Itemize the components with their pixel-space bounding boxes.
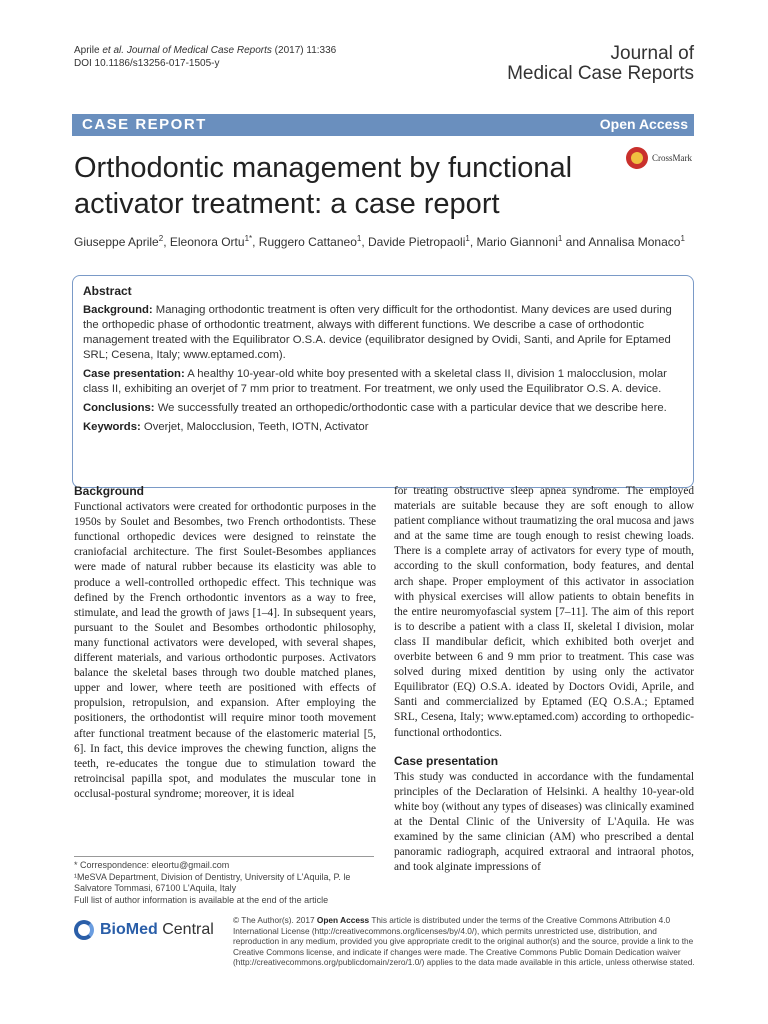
publisher-logo: [74, 920, 214, 940]
author: , Eleonora Ortu$^{1*}$: [163, 234, 253, 249]
section-heading-background: Background: [74, 484, 145, 498]
crossmark-icon: [626, 147, 648, 169]
crossmark-label: CrossMark: [652, 153, 692, 163]
journal-logo: [507, 44, 694, 84]
article-type: CASE REPORT: [82, 116, 207, 133]
crossmark-badge[interactable]: [626, 147, 692, 169]
citation-header: [74, 44, 336, 70]
author: , Mario Giannoni$^1$: [469, 234, 563, 249]
body-column-left: [74, 484, 376, 802]
biomed-logo-icon: [74, 920, 94, 940]
author-list: [74, 234, 685, 249]
abstract-box: [72, 275, 694, 488]
abstract-background: Background: Managing orthodontic treatment is often very difficult for the orthodontist. Many devices are used during the orthopedic phase of orthodontic treatment, always with different functions. We describe a case of orthodontic management treated with the Equilibrator O.S.A. device (equilibrator designed by Ovidi, Santi, and Aprile for Eptamed SRL; Cesena, Italy; www.eptamed.com).: [83, 304, 672, 361]
journal-line1: Journal of: [610, 43, 694, 64]
citation-journal: Journal of Medical Case Reports: [126, 45, 272, 56]
citation-etal: et al.: [102, 45, 125, 56]
abstract-heading: Abstract: [83, 284, 132, 298]
correspondence[interactable]: * Correspondence: eleortu@gmail.com: [74, 860, 230, 870]
license-text: © The Author(s). 2017 Open Access This article is distributed under the terms of the Creative Commons Attribution 4.0 International License (http://creativecommons.org/licenses/by/4.0/), which permits unrestricted use, distribution, and reproduction in any medium, provided you give appropriate credit to the original author(s) and the source, provide a link to the Creative Commons license, and indicate if changes were made. The Creative Commons Public Domain Dedication waiver (http://creativecommons.org/publicdomain/zero/1.0/) applies to the data made available in this article, unless otherwise stated.: [233, 915, 695, 968]
abstract-conclusions: Conclusions: We successfully treated an orthopedic/orthodontic case with a particular device that we describe here.: [83, 402, 667, 414]
author: , Davide Pietropaoli$^1$: [361, 234, 470, 249]
footnotes: [74, 856, 374, 906]
section-heading-case: Case presentation: [394, 753, 499, 768]
keywords: Keywords: Overjet, Malocclusion, Teeth, IOTN, Activator: [83, 421, 369, 433]
citation-authors: Aprile: [74, 45, 100, 56]
publisher-name: BioMed Central: [100, 921, 214, 938]
article-type-banner: [72, 114, 694, 136]
doi[interactable]: DOI 10.1186/s13256-017-1505-y: [74, 58, 220, 69]
open-access-label: Open Access: [599, 116, 688, 132]
body-column-right: [394, 484, 694, 875]
citation-volume: (2017) 11:336: [271, 45, 337, 56]
body-paragraph: Functional activators were created for orthodontic purposes in the 1950s by Soulet and Besombes, two French orthodontists. These functional orthopedic devices were designed to reinstate the craniofacial architecture. The first Soulet-Besombes appliances were made of natural rubber because its elasticity was able to produce a well-controlled orthopedic effect. This technique was defined by the French orthodontic inventors as a way to free, stimulate, and lead the growth of jaws [1–4]. In subsequent years, pursuant to the Soulet and Besombes orthodontic philosophy, many functional activators were developed, with several shapes, different materials, and various orthodontic purposes. Activators balance the skeletal bases through two double matched planes, upper and lower, where teeth are positioned with effects of propulsion, retropulsion, and expansion. After employing the positioners, the orthodontist will require minor tooth movement after functional treatment because of the elastomeric material [5, 6]. In fact, this device improves the chewing function, aligns the teeth, re-educates the tongue due to stimulation toward the retroincisal papilla spot, and modulates the muscular tone in occlusal-postural syndrome; moreover, it is ideal: [74, 501, 376, 800]
author: , Ruggero Cattaneo$^1$: [252, 234, 362, 249]
abstract-case: Case presentation: A healthy 10-year-old white boy presented with a skeletal class II, division 1 malocclusion, molar class II, exhibiting an overjet of 7 mm prior to treatment. For treatment, we only used the Equilibrator O.S. A. device.: [83, 368, 667, 395]
article-title: Orthodontic management by functional activator treatment: a case report: [74, 152, 573, 220]
body-paragraph: for treating obstructive sleep apnea syndrome. The employed materials are suitable because they are soft enough to allow patient compliance without traumatizing the oral mucosa and jaws and at the same time are tough enough to resist chewing loads. There is a complete array of activators for every type of mouth, according to the skull conformation, body features, and dental arch shape. Proper employment of this activator in association with physical exercises will allow patients to obtain benefits in the entire neuromyofascial system [7–11]. The aim of this report is to describe a patient with a class II, skeletal I division, molar class II mandibular deficit, which exhibited both overjet and overbite between 6 and 9 mm prior to treatment. This case was solved during mixed dentition by using only the activator Equilibrator (EQ) O.S.A. ideated by Doctors Ovidi, Aprile, and Santi and commercialized by Eptamed (EQ O.S.A.; Eptamed SRL, Cesena, Italy; www.eptamed.com) according to orthopedic-functional orthodontics.: [394, 485, 694, 739]
author: Giuseppe Aprile$^2$: [74, 234, 164, 249]
journal-line2: Medical Case Reports: [507, 63, 694, 84]
author: and Annalisa Monaco$^1$: [562, 234, 685, 249]
affiliation: ¹MeSVA Department, Division of Dentistry, University of L'Aquila, P. le Salvatore Tommasi, 67100 L'Aquila, Italy: [74, 871, 351, 893]
body-paragraph: This study was conducted in accordance with the fundamental principles of the Declaration of Helsinki. A healthy 10-year-old white boy (without any types of diseases) was clinically examined at the Dental Clinic of the University of L'Aquila. He was examined by the same clinician (AM) who prescribed a dental panoramic radiograph, acquired extraoral and intraoral photos, and took alginate impressions of: [394, 770, 694, 874]
author-info-note: Full list of author information is available at the end of the article: [74, 894, 329, 905]
